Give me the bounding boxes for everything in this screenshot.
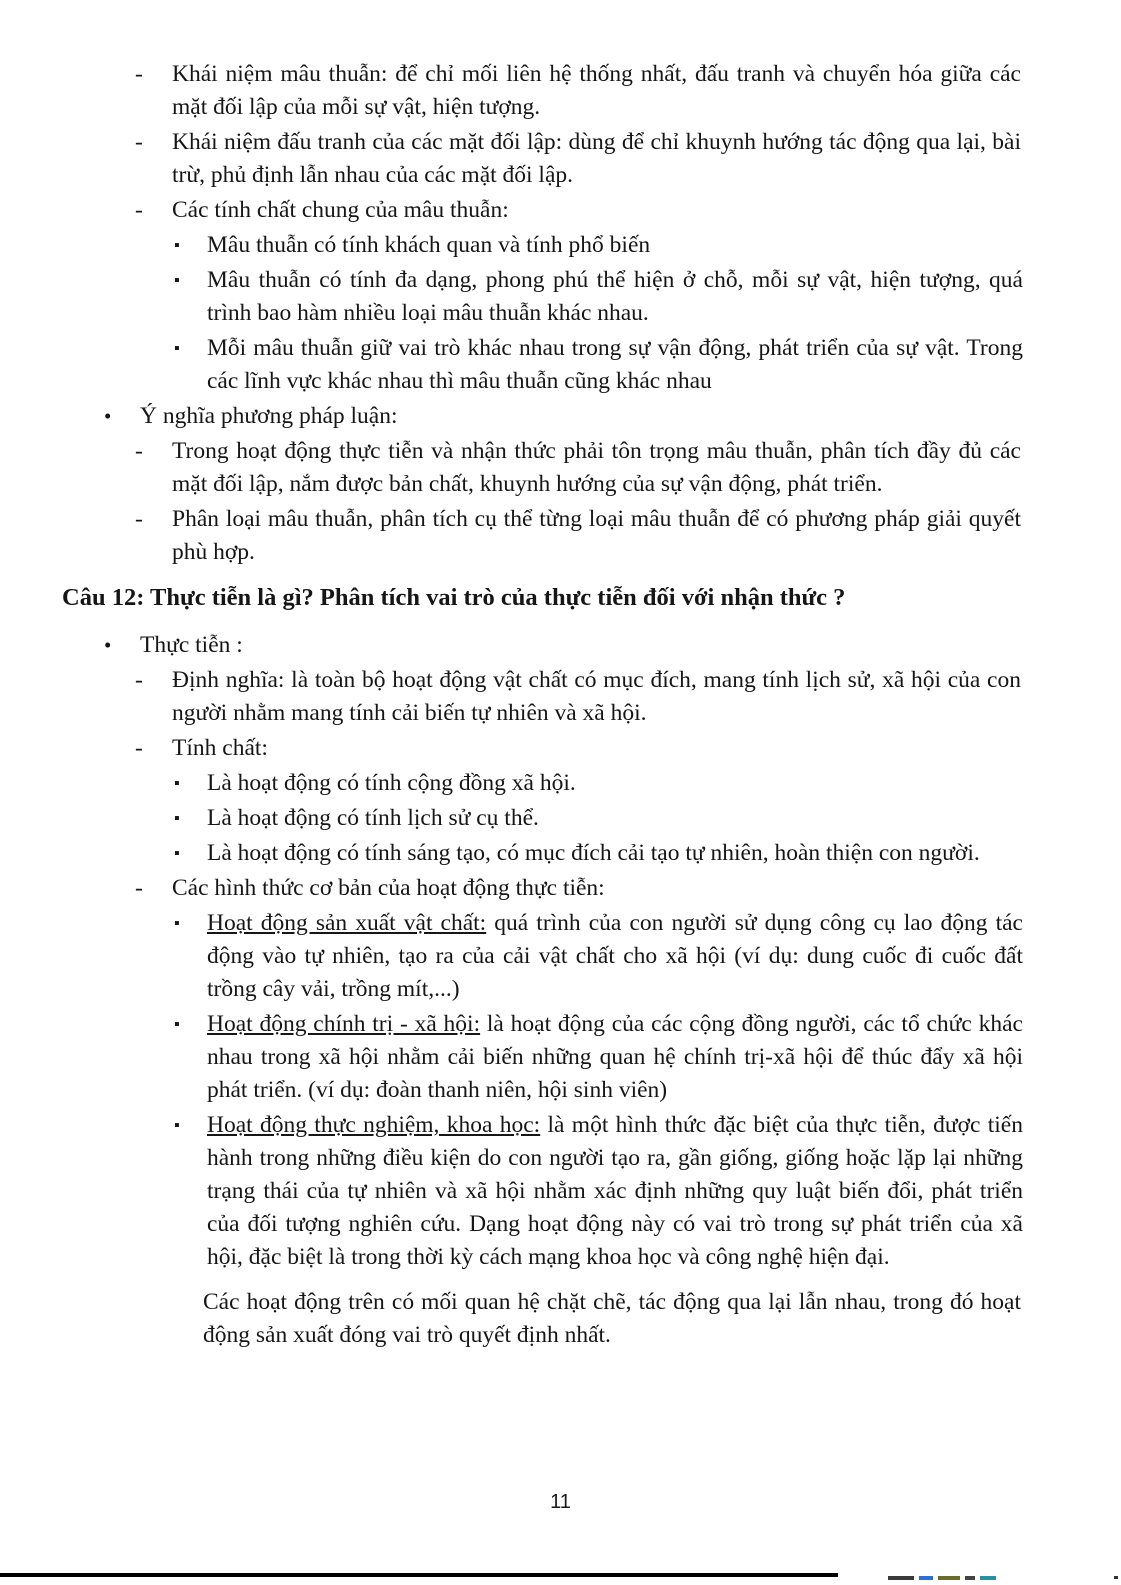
list-item-text <box>207 1109 1023 1274</box>
dash-marker: - <box>135 667 143 693</box>
dash-marker: - <box>135 61 143 87</box>
bullet-marker: • <box>104 633 112 657</box>
list-item-rest: quá trình của con người sử dụng công cụ lao động tác động vào tự nhiên, tạo ra của cải vật chất cho xã hội (ví dụ: dung cuốc đi cuốc đất trồng cây vải, trồng mít,...) <box>207 910 1023 1002</box>
watermark-artifact <box>888 1575 996 1580</box>
list-item-text: Là hoạt động có tính lịch sử cụ thể. <box>207 805 539 831</box>
list-item-text: Là hoạt động có tính cộng đồng xã hội. <box>207 770 576 796</box>
artifact-mark <box>938 1576 960 1580</box>
square-marker: ▪ <box>174 237 180 254</box>
bullet-marker: • <box>104 404 112 428</box>
list-item-text: Thực tiễn : <box>140 632 243 658</box>
list-item <box>0 400 1121 433</box>
dash-marker: - <box>135 197 143 223</box>
list-item-text: Các hình thức cơ bản của hoạt động thực tiễn: <box>172 875 605 901</box>
list-item <box>0 126 1121 192</box>
document-content <box>0 58 1121 1352</box>
square-marker: ▪ <box>174 272 180 289</box>
dash-marker: - <box>135 875 143 901</box>
list-item-text <box>207 907 1023 1006</box>
list-item <box>0 767 1121 800</box>
list-item-rest: là hoạt động của các cộng đồng người, các tổ chức khác nhau trong xã hội nhằm cải biến những quan hệ chính trị-xã hội để thúc đẩy xã hội phát triển. (ví dụ: đoàn thanh niên, hội sinh viên) <box>207 1011 1023 1103</box>
list-item-text: Khái niệm đấu tranh của các mặt đối lập: dùng để chỉ khuynh hướng tác động qua lại, bài trừ, phủ định lẫn nhau của các mặt đối lập. <box>172 129 1021 188</box>
square-marker: ▪ <box>174 1117 180 1134</box>
list-item <box>0 732 1121 765</box>
list-item-text: Khái niệm mâu thuẫn: để chỉ mối liên hệ thống nhất, đấu tranh và chuyển hóa giữa các mặt đối lập của mỗi sự vật, hiện tượng. <box>172 61 1021 120</box>
list-item <box>0 907 1121 1006</box>
list-item <box>0 229 1121 262</box>
list-item-text: Trong hoạt động thực tiễn và nhận thức phải tôn trọng mâu thuẫn, phân tích đầy đủ các mặt đối lập, nắm được bản chất, khuynh hướng của sự vận động, phát triển. <box>172 438 1021 497</box>
underlined-lead: Hoạt động thực nghiệm, khoa học: <box>207 1112 541 1138</box>
square-marker: ▪ <box>174 810 180 827</box>
underlined-lead: Hoạt động sản xuất vật chất: <box>207 910 487 936</box>
artifact-mark <box>980 1576 996 1580</box>
list-item-text: Phân loại mâu thuẫn, phân tích cụ thể từng loại mâu thuẫn để có phương pháp giải quyết phù hợp. <box>172 506 1021 565</box>
closing-paragraph: Các hoạt động trên có mối quan hệ chặt chẽ, tác động qua lại lẫn nhau, trong đó hoạt động sản xuất đóng vai trò quyết định nhất. <box>203 1289 1021 1348</box>
list-item-text <box>207 1008 1023 1107</box>
question-heading: Câu 12: Thực tiễn là gì? Phân tích vai trò của thực tiễn đối với nhận thức ? <box>62 584 846 611</box>
list-item-text: Mâu thuẫn có tính khách quan và tính phổ biến <box>207 232 651 258</box>
list-item <box>0 58 1121 124</box>
artifact-dot <box>1114 1576 1118 1579</box>
list-item-text: Định nghĩa: là toàn bộ hoạt động vật chất có mục đích, mang tính lịch sử, xã hội của con người nhằm mang tính cải biến tự nhiên và xã hội. <box>172 667 1021 726</box>
square-marker: ▪ <box>174 1016 180 1033</box>
list-item-text: Là hoạt động có tính sáng tạo, có mục đích cải tạo tự nhiên, hoàn thiện con người. <box>207 840 980 866</box>
list-item-text: Mâu thuẫn có tính đa dạng, phong phú thể hiện ở chỗ, mỗi sự vật, hiện tượng, quá trình bao hàm nhiều loại mâu thuẫn khác nhau. <box>207 267 1023 326</box>
artifact-mark <box>965 1576 975 1580</box>
list-item <box>0 435 1121 501</box>
bottom-rule <box>0 1573 838 1577</box>
page-number: 11 <box>550 1491 571 1513</box>
list-item-text: Các tính chất chung của mâu thuẫn: <box>172 197 509 223</box>
dash-marker: - <box>135 129 143 155</box>
dash-marker: - <box>135 506 143 532</box>
list-item-text: Mỗi mâu thuẫn giữ vai trò khác nhau trong sự vận động, phát triển của sự vật. Trong các lĩnh vực khác nhau thì mâu thuẫn cũng khác nhau <box>207 335 1023 394</box>
underlined-lead: Hoạt động chính trị - xã hội: <box>207 1011 481 1037</box>
list-item <box>0 872 1121 905</box>
artifact-mark <box>888 1576 914 1580</box>
list-item <box>0 194 1121 227</box>
square-marker: ▪ <box>174 775 180 792</box>
square-marker: ▪ <box>174 915 180 932</box>
list-item <box>0 1109 1121 1274</box>
square-marker: ▪ <box>174 845 180 862</box>
list-item <box>0 629 1121 662</box>
list-item <box>0 664 1121 730</box>
list-item-rest: là một hình thức đặc biệt của thực tiễn, được tiến hành trong những điều kiện do con người tạo ra, gần giống, giống hoặc lặp lại những trạng thái của tự nhiên và xã hội nhằm xác định những quy luật biến đổi, phát triển của đối tượng nghiên cứu. Dạng hoạt động này có vai trò trong sự phát triển của xã hội, đặc biệt là trong thời kỳ cách mạng khoa học và công nghệ hiện đại. <box>207 1112 1023 1270</box>
list-item-text: Tính chất: <box>172 735 268 761</box>
list-item <box>0 332 1121 398</box>
list-item <box>0 1008 1121 1107</box>
dash-marker: - <box>135 438 143 464</box>
list-item-text: Ý nghĩa phương pháp luận: <box>140 403 398 429</box>
artifact-mark <box>919 1576 933 1580</box>
list-item <box>0 264 1121 330</box>
list-item <box>0 837 1121 870</box>
list-item <box>0 802 1121 835</box>
dash-marker: - <box>135 735 143 761</box>
square-marker: ▪ <box>174 340 180 357</box>
list-item <box>0 503 1121 569</box>
